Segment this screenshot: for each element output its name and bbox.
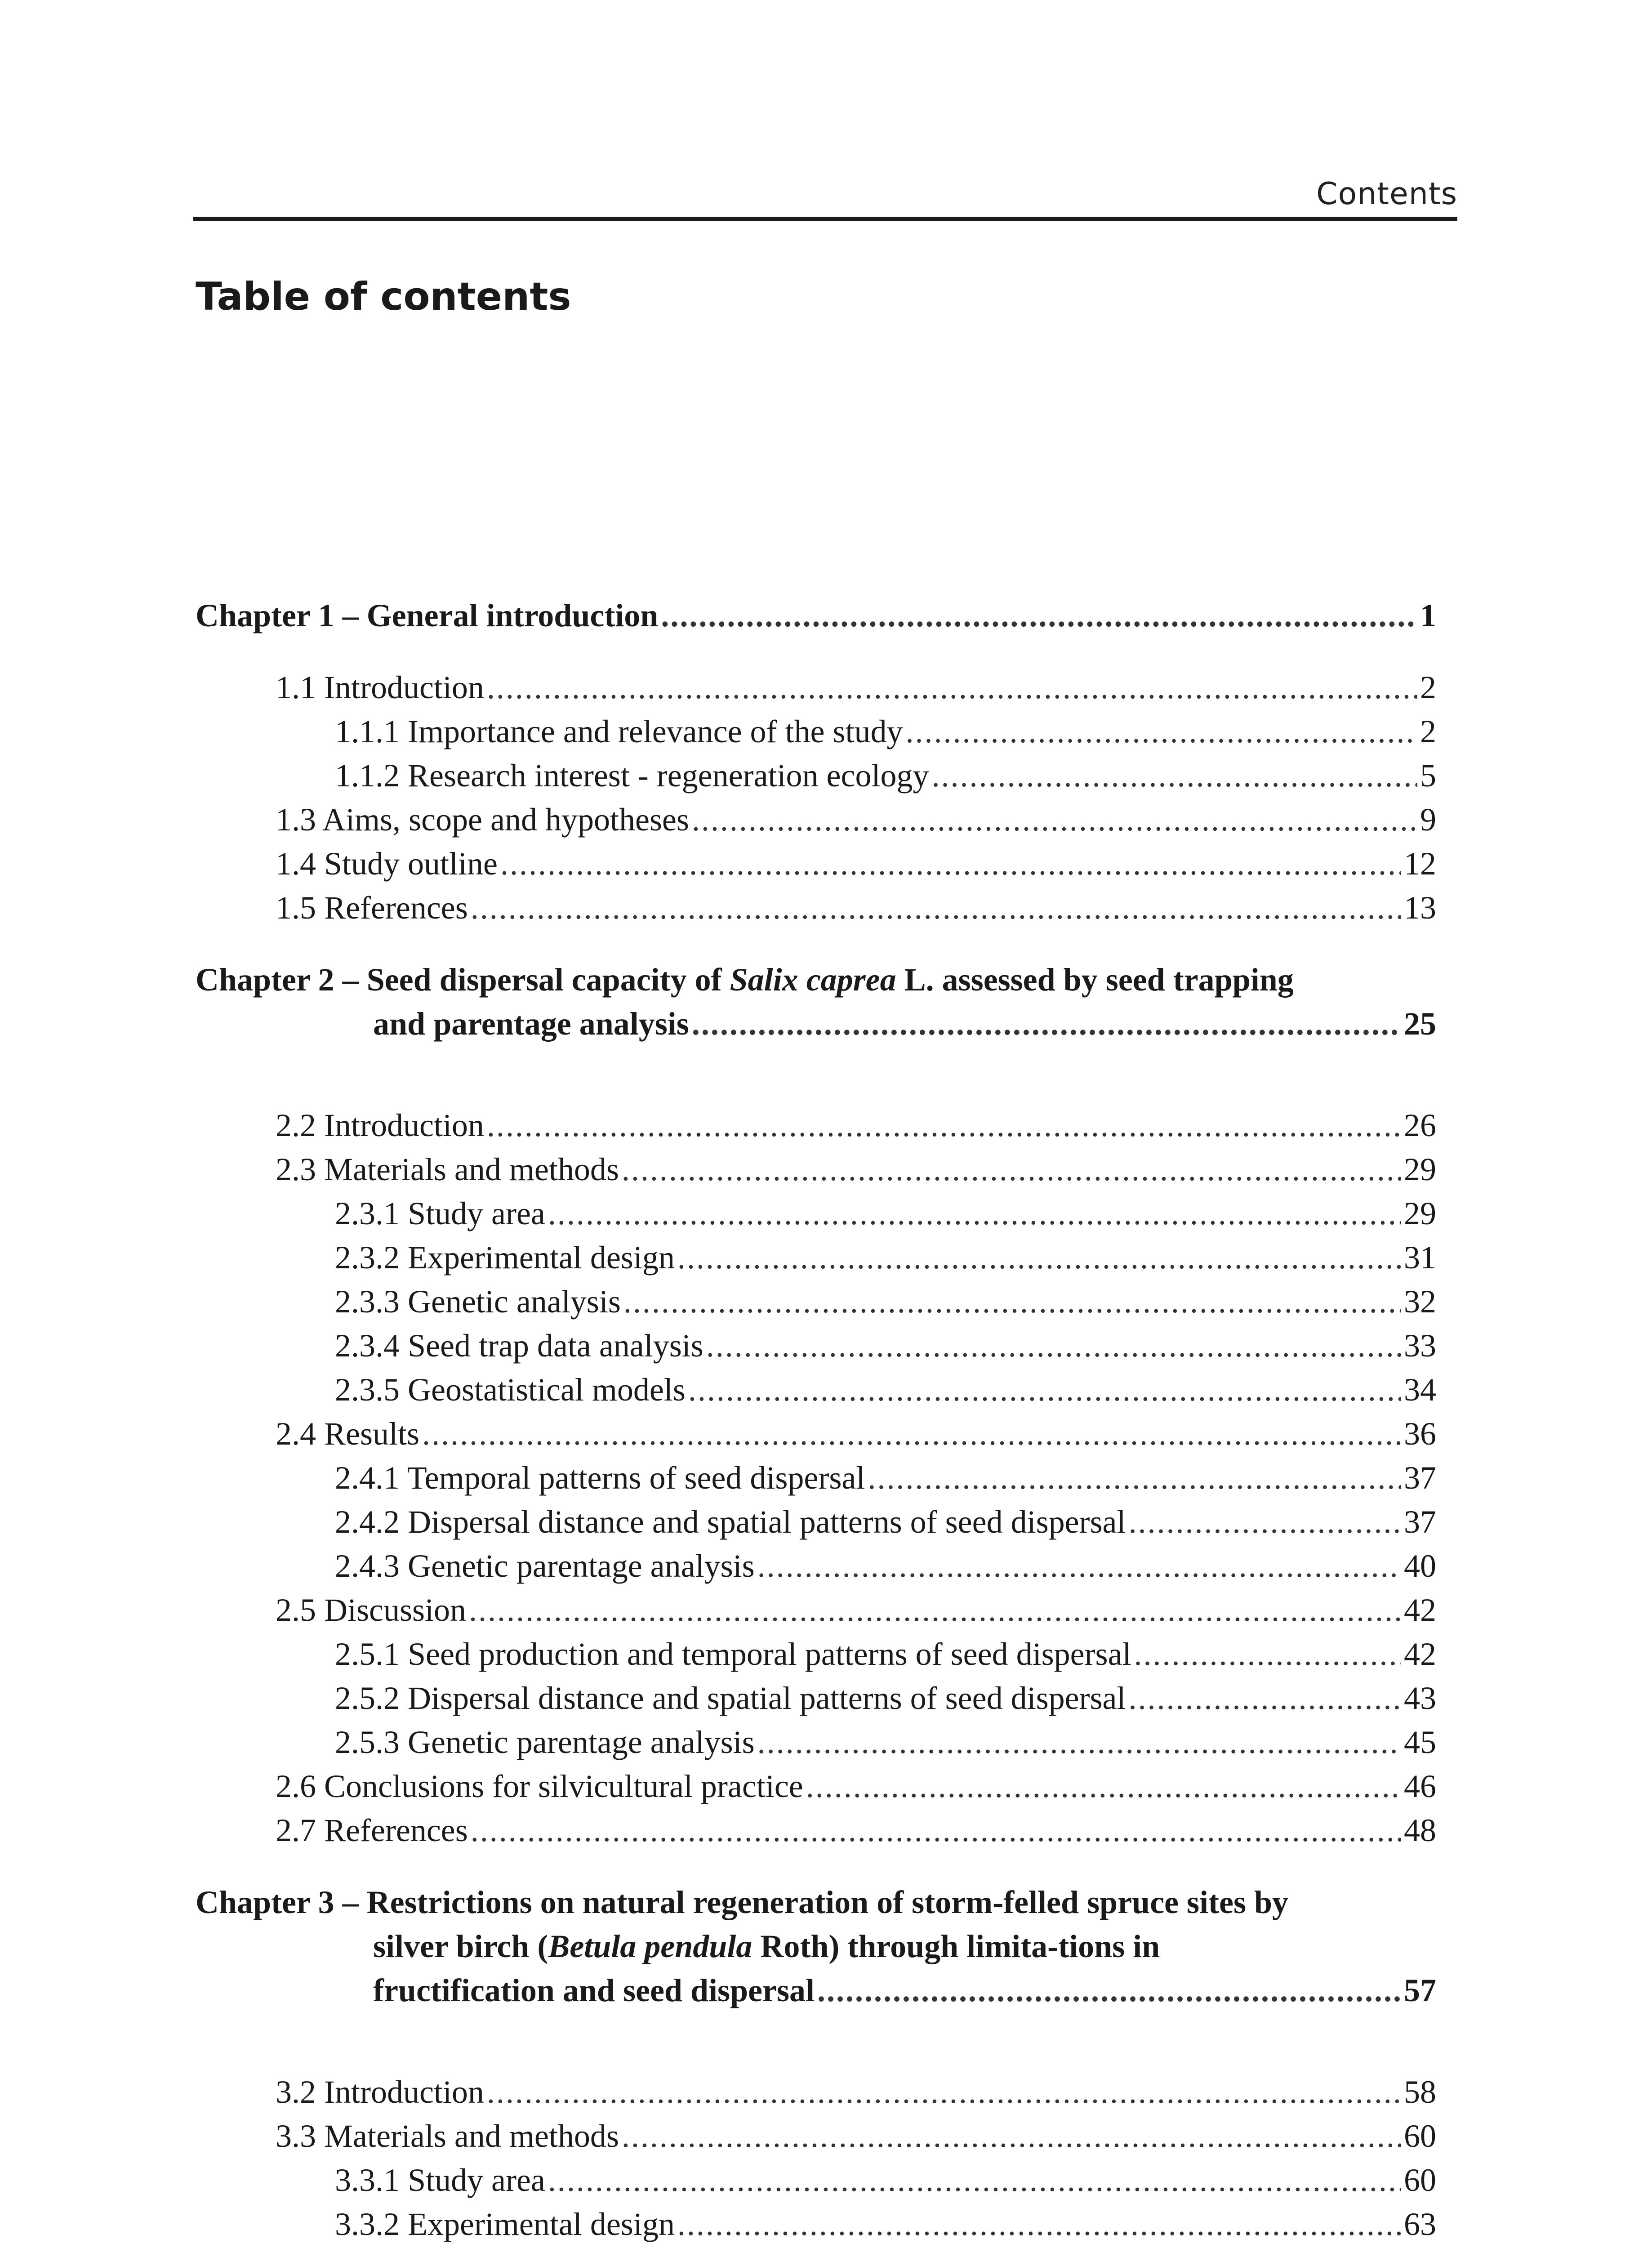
dot-leader [500,842,1401,886]
toc-chapter-3-cont[interactable] [196,1968,1436,2012]
dot-leader [622,2114,1401,2158]
toc-page-number: 32 [1404,1284,1436,1320]
toc-page-number: 29 [1404,1195,1436,1231]
toc-entry[interactable] [196,709,1436,754]
toc-entry[interactable] [196,798,1436,842]
toc-page-number: 42 [1404,1592,1436,1628]
toc-entry[interactable] [196,1147,1436,1191]
toc-entry-label: 2.2 Introduction [276,1107,484,1143]
toc-page-number: 26 [1404,1107,1436,1143]
toc-page-number: 45 [1404,1724,1436,1760]
toc-page-number: 25 [1404,1006,1436,1042]
toc-entry-label: 2.4.3 Genetic parentage analysis [335,1548,755,1584]
toc-chapter-title: Chapter 1 – General introduction [196,598,659,633]
toc-entry-label: 3.3.1 Study area [335,2162,545,2198]
dot-leader [677,2202,1401,2246]
dot-leader [1129,1676,1402,1720]
toc-page-number: 9 [1420,802,1436,838]
dot-leader [622,1147,1401,1191]
dot-leader [868,1456,1401,1500]
toc-entry[interactable] [196,2070,1436,2114]
toc-entry[interactable] [196,1676,1436,1720]
dot-leader [688,1368,1401,1412]
dot-leader [931,754,1417,798]
toc-chapter-3[interactable] [196,1880,1436,1924]
toc-entry-label: 2.3.4 Seed trap data analysis [335,1328,704,1364]
toc-entry-label: 2.5 Discussion [276,1592,467,1628]
toc-entry[interactable] [196,886,1436,930]
toc-entry[interactable] [196,1456,1436,1500]
toc-entry[interactable] [196,842,1436,886]
toc-page-number: 2 [1420,669,1436,705]
toc-entry-label: 3.3.2 Experimental design [335,2206,675,2242]
toc-entry[interactable] [196,1236,1436,1280]
toc-page-number: 1 [1420,598,1436,633]
toc-entry[interactable] [196,2114,1436,2158]
page-title: Table of contents [196,274,571,319]
toc-chapter-title: and parentage analysis [373,1006,689,1042]
toc-entry-label: 2.3.3 Genetic analysis [335,1284,621,1320]
dot-leader [548,1191,1401,1236]
toc-entry[interactable] [196,2202,1436,2246]
toc-entry-label: 2.5.2 Dispersal distance and spatial patterns of seed dispersal [335,1680,1126,1716]
dot-leader [487,1103,1401,1147]
toc-entry-label: 1.3 Aims, scope and hypotheses [276,802,689,838]
toc-entry-label: 1.1 Introduction [276,669,484,705]
toc-page-number: 12 [1404,846,1436,882]
toc-page-number: 31 [1404,1240,1436,1276]
dot-leader [471,1808,1401,1852]
toc-entry[interactable] [196,1500,1436,1544]
dot-leader [422,1412,1401,1456]
toc-page-number: 46 [1404,1768,1436,1804]
header-rule [193,217,1457,221]
toc-entry[interactable] [196,1191,1436,1236]
dot-leader [757,1720,1401,1764]
toc-page-number: 37 [1404,1504,1436,1540]
toc-page-number: 13 [1404,890,1436,926]
toc-page-number: 5 [1420,758,1436,794]
toc-entry-label: 2.3.5 Geostatistical models [335,1372,686,1408]
toc-entry[interactable] [196,1280,1436,1324]
toc-page-number: 29 [1404,1151,1436,1187]
toc-page-number: 43 [1404,1680,1436,1716]
dot-leader [469,1588,1401,1632]
toc-entry-label: 2.3 Materials and methods [276,1151,619,1187]
toc-entry-label: 2.5.1 Seed production and temporal patterns of seed dispersal [335,1636,1131,1672]
running-head: Contents [1316,176,1457,212]
toc-page-number: 42 [1404,1636,1436,1672]
toc-page-number: 34 [1404,1372,1436,1408]
dot-leader [487,2070,1401,2114]
toc-chapter-title: Chapter 3 – Restrictions on natural regeneration of storm-felled spruce sites by [196,1884,1289,1920]
toc-entry[interactable] [196,1764,1436,1808]
toc-entry-label: 2.3.2 Experimental design [335,1240,675,1276]
toc-page-number: 2 [1420,714,1436,749]
toc-entry-label: 2.7 References [276,1812,468,1848]
toc-entry-label: 1.1.1 Importance and relevance of the study [335,714,903,749]
dot-leader [661,593,1417,638]
species-name: Salix caprea [730,962,896,998]
toc-chapter-1[interactable] [196,593,1436,638]
toc-entry-label: 3.3 Materials and methods [276,2118,619,2154]
toc-entry-label: 2.4 Results [276,1416,420,1452]
dot-leader [757,1544,1401,1588]
toc-chapter-title: silver birch (Betula pendula Roth) through limita-tions in [373,1928,1160,1964]
toc-entry[interactable] [196,2158,1436,2202]
toc-entry-label: 2.4.1 Temporal patterns of seed dispersal [335,1460,865,1496]
toc-chapter-2-cont[interactable] [196,1002,1436,1046]
toc-page-number: 60 [1404,2162,1436,2198]
dot-leader [806,1764,1401,1808]
toc-chapter-title: Chapter 2 – Seed dispersal capacity of Salix caprea L. assessed by seed trapping [196,962,1294,998]
dot-leader [548,2158,1401,2202]
toc-page-number: 58 [1404,2074,1436,2110]
toc-entry[interactable] [196,1412,1436,1456]
toc-entry[interactable] [196,1324,1436,1368]
toc-entry-label: 2.6 Conclusions for silvicultural practice [276,1768,803,1804]
toc-page-number: 63 [1404,2206,1436,2242]
toc-entry-label: 1.4 Study outline [276,846,498,882]
dot-leader [692,1002,1401,1046]
table-of-contents [196,593,1436,2246]
toc-entry-label: 3.2 Introduction [276,2074,484,2110]
dot-leader [906,709,1417,754]
toc-page-number: 33 [1404,1328,1436,1364]
toc-chapter-title: fructification and seed dispersal [373,1972,815,2008]
toc-entry[interactable] [196,1588,1436,1632]
dot-leader [706,1324,1401,1368]
toc-entry[interactable] [196,665,1436,709]
toc-page-number: 37 [1404,1460,1436,1496]
toc-entry[interactable] [196,1632,1436,1676]
dot-leader [817,1968,1401,2012]
dot-leader [487,665,1417,709]
toc-chapter-3-cont[interactable] [196,1924,1436,1968]
dot-leader [471,886,1401,930]
toc-entry[interactable] [196,1103,1436,1147]
toc-entry[interactable] [196,754,1436,798]
dot-leader [623,1280,1401,1324]
toc-entry[interactable] [196,1720,1436,1764]
toc-entry[interactable] [196,1808,1436,1852]
dot-leader [1134,1632,1401,1676]
toc-entry-label: 1.5 References [276,890,468,926]
toc-entry[interactable] [196,1544,1436,1588]
toc-entry-label: 1.1.2 Research interest - regeneration ecology [335,758,929,794]
toc-entry[interactable] [196,1368,1436,1412]
toc-page-number: 40 [1404,1548,1436,1584]
dot-leader [692,798,1417,842]
toc-entry-label: 2.3.1 Study area [335,1195,545,1231]
toc-page-number: 36 [1404,1416,1436,1452]
toc-page-number: 60 [1404,2118,1436,2154]
dot-leader [1129,1500,1402,1544]
toc-chapter-2[interactable] [196,958,1436,1002]
toc-page-number: 48 [1404,1812,1436,1848]
toc-entry-label: 2.5.3 Genetic parentage analysis [335,1724,755,1760]
dot-leader [677,1236,1401,1280]
species-name: Betula pendula [548,1928,753,1964]
toc-entry-label: 2.4.2 Dispersal distance and spatial patterns of seed dispersal [335,1504,1126,1540]
toc-page-number: 57 [1404,1972,1436,2008]
